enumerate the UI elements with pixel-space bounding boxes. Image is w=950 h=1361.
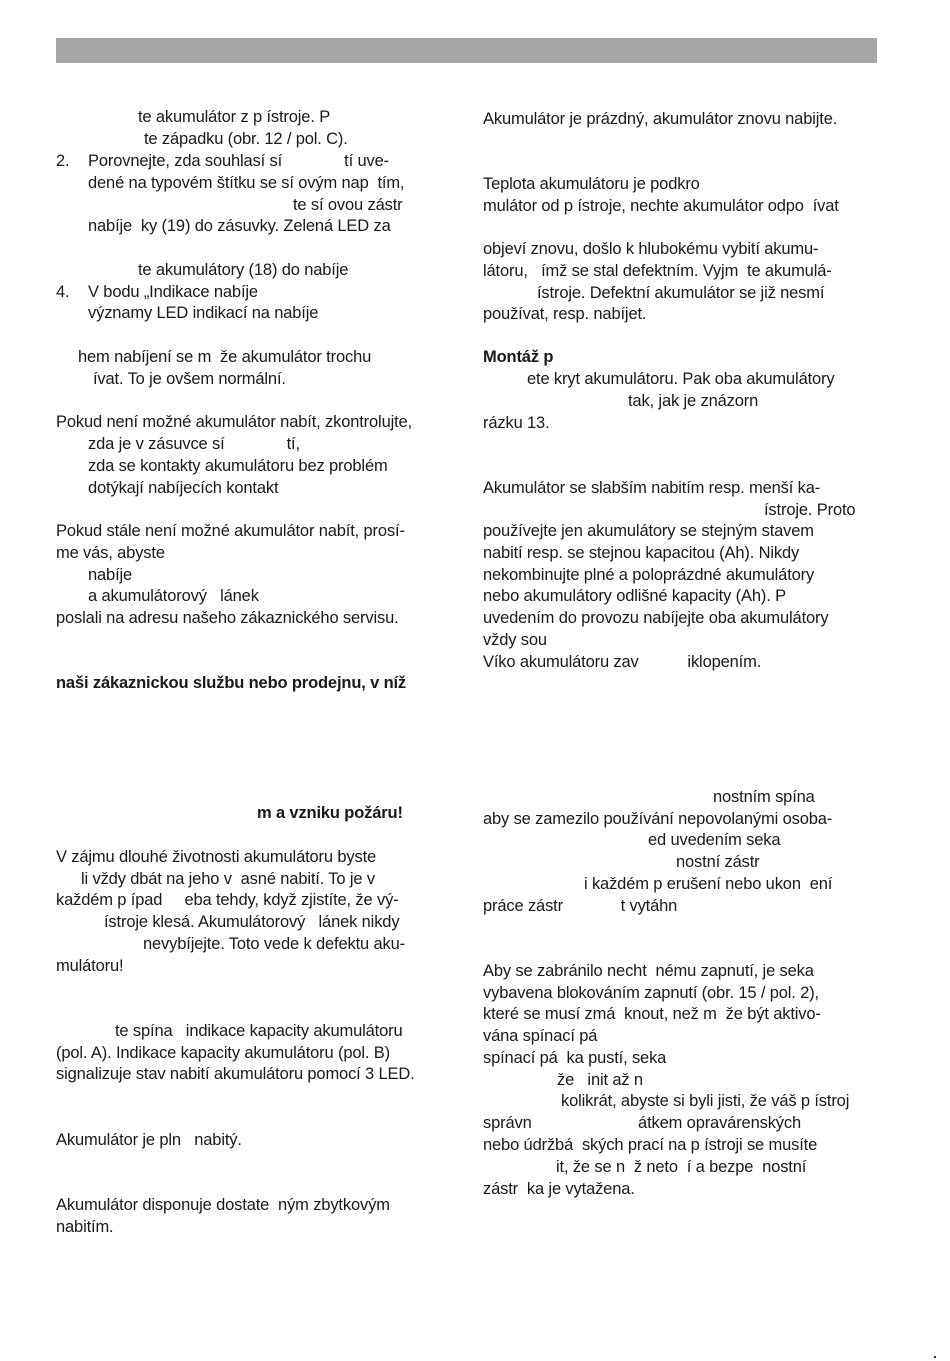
text-line: Aby se zabránilo necht nému zapnutí, je seka — [483, 962, 814, 980]
text-line: te západku (obr. 12 / pol. C). — [144, 130, 348, 148]
text-line: V zájmu dlouhé životnosti akumulátoru byste — [56, 848, 377, 866]
text-line: i každém p erušení nebo ukon ení — [584, 875, 833, 893]
text-line: ístroje. Proto — [764, 501, 856, 519]
header-bar — [56, 38, 877, 63]
text-line: dené na typovém štítku se sí ovým nap tím, — [88, 174, 405, 192]
text-line: te akumulátory (18) do nabíje — [138, 261, 349, 279]
text-line: nevybíjejte. Toto vede k defektu aku- — [143, 935, 405, 953]
text-line: Akumulátor je prázdný, akumulátor znovu nabijte. — [483, 110, 838, 128]
text-line: nostním spína — [713, 788, 815, 806]
list-number: 2. — [56, 152, 70, 170]
text-line: významy LED indikací na nabíje — [88, 304, 319, 322]
text-line: poslali na adresu našeho zákaznického servisu. — [56, 609, 399, 627]
text-line: zástr ka je vytažena. — [483, 1180, 635, 1198]
text-line: dotýkají nabíjecích kontakt — [88, 479, 279, 497]
text-line: it, že se n ž neto í a bezpe nostní — [556, 1158, 807, 1176]
bold-text-line: naši zákaznickou službu nebo prodejnu, v níž — [56, 674, 407, 692]
text-line: ed uvedením seka — [648, 831, 781, 849]
text-line: Akumulátor je pln nabitý. — [56, 1131, 242, 1149]
text-line: každém p ípad eba tehdy, když zjistíte, že vý- — [56, 891, 399, 909]
text-line: tak, jak je znázorn — [628, 392, 759, 410]
text-line: nabitím. — [56, 1218, 114, 1236]
text-line: Teplota akumulátoru je podkro — [483, 175, 700, 193]
text-line: nabíje ky (19) do zásuvky. Zelená LED za — [88, 217, 391, 235]
bold-text-line: m a vzniku požáru! — [257, 804, 403, 822]
text-line: kolikrát, abyste si byli jisti, že váš p ístroj — [561, 1092, 850, 1110]
text-line: které se musí zmá knout, než m že být aktivo- — [483, 1005, 821, 1023]
text-line: te sí ovou zástr — [293, 196, 403, 214]
text-line: signalizuje stav nabití akumulátoru pomocí 3 LED. — [56, 1065, 415, 1083]
text-line: že init až n — [557, 1071, 643, 1089]
text-line: me vás, abyste — [56, 544, 165, 562]
text-line: Akumulátor disponuje dostate ným zbytkovým — [56, 1196, 390, 1214]
text-line: Akumulátor se slabším nabitím resp. menší ka- — [483, 479, 821, 497]
text-line: Pokud stále není možné akumulátor nabít, prosí- — [56, 522, 405, 540]
list-number: 4. — [56, 283, 70, 301]
text-line: ete kryt akumulátoru. Pak oba akumulátory — [527, 370, 835, 388]
text-line: vždy sou — [483, 631, 547, 649]
text-line: nabití resp. se stejnou kapacitou (Ah). Nikdy — [483, 544, 800, 562]
text-line: Pokud není možné akumulátor nabít, zkontrolujte, — [56, 413, 413, 431]
text-line: vána spínací pá — [483, 1027, 598, 1045]
text-line: nekombinujte plné a poloprázdné akumulátory — [483, 566, 815, 584]
text-line: zda je v zásuvce sí tí, — [88, 435, 300, 453]
text-line: uvedením do provozu nabíjejte oba akumulátory — [483, 609, 829, 627]
text-line: zda se kontakty akumulátoru bez problém — [88, 457, 388, 475]
text-line: rázku 13. — [483, 414, 550, 432]
text-line: vybavena blokováním zapnutí (obr. 15 / pol. 2), — [483, 984, 819, 1002]
page-mark — [934, 1356, 936, 1358]
text-line: te spína indikace kapacity akumulátoru — [115, 1022, 403, 1040]
text-line: V bodu „Indikace nabíje — [88, 283, 258, 301]
text-line: nabíje — [88, 566, 133, 584]
text-line: spínací pá ka pustí, seka — [483, 1049, 667, 1067]
text-line: ívat. To je ovšem normální. — [93, 370, 286, 388]
text-line: a akumulátorový lánek — [88, 587, 259, 605]
section-heading: Montáž p — [483, 348, 554, 366]
text-line: objeví znovu, došlo k hlubokému vybití akumu- — [483, 240, 819, 258]
text-line: látoru, ímž se stal defektním. Vyjm te akumulá- — [483, 262, 832, 280]
text-line: (pol. A). Indikace kapacity akumulátoru (pol. B) — [56, 1044, 390, 1062]
text-line: nebo údržbá ských prací na p ístroji se musíte — [483, 1136, 818, 1154]
text-line: Porovnejte, zda souhlasí sí tí uve- — [88, 152, 389, 170]
text-line: správn átkem opravárenských — [483, 1114, 802, 1132]
text-line: te akumulátor z p ístroje. P — [138, 108, 331, 126]
text-line: ístroje klesá. Akumulátorový lánek nikdy — [104, 913, 400, 931]
text-line: používejte jen akumulátory se stejným stavem — [483, 522, 814, 540]
text-line: nebo akumulátory odlišné kapacity (Ah). P — [483, 587, 786, 605]
text-line: aby se zamezilo používání nepovolanými osoba- — [483, 810, 833, 828]
text-line: li vždy dbát na jeho v asné nabití. To je v — [81, 870, 375, 888]
text-line: ístroje. Defektní akumulátor se již nesmí — [537, 284, 825, 302]
text-line: mulátoru! — [56, 957, 124, 975]
text-line: Víko akumulátoru zav iklopením. — [483, 653, 762, 671]
text-line: používat, resp. nabíjet. — [483, 305, 647, 323]
text-line: nostní zástr — [676, 853, 760, 871]
text-line: hem nabíjení se m že akumulátor trochu — [78, 348, 372, 366]
text-line: mulátor od p ístroje, nechte akumulátor odpo ívat — [483, 197, 839, 215]
text-line: práce zástr t vytáhn — [483, 897, 678, 915]
